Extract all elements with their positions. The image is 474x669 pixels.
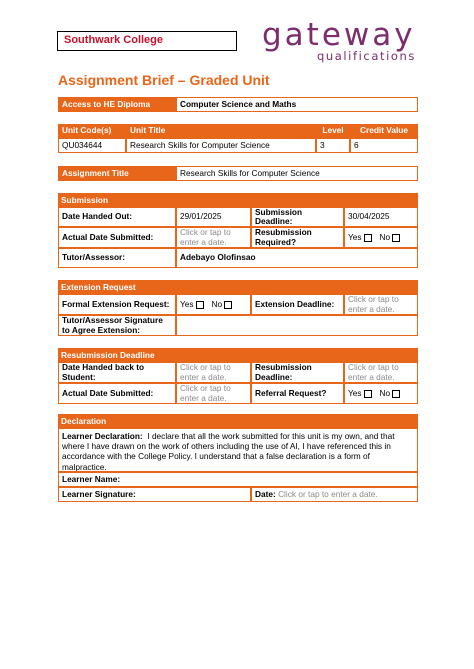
unit-code-header: Unit Code(s) — [58, 124, 126, 138]
extension-signature-field[interactable] — [176, 315, 418, 336]
date-label: Date: — [255, 488, 276, 499]
handed-back-field[interactable]: Click or tap to enter a date. — [176, 362, 251, 383]
learner-name-label[interactable]: Learner Name: — [58, 472, 418, 487]
yes-label: Yes — [180, 298, 194, 309]
formal-extension-label: Formal Extension Request: — [58, 294, 176, 315]
signature-date-cell — [251, 487, 418, 502]
resubmission-heading: Resubmission Deadline — [58, 348, 418, 362]
referral-request-label: Referral Request? — [251, 383, 344, 404]
unit-title-cell: Research Skills for Computer Science — [126, 138, 316, 153]
referral-request-options — [344, 383, 418, 404]
credit-value-cell: 6 — [350, 138, 418, 153]
resub-actual-date-field[interactable]: Click or tap to enter a date. — [176, 383, 251, 404]
handed-back-label: Date Handed back to Student: — [58, 362, 176, 383]
course-label: Access to HE Diploma — [58, 97, 176, 112]
submission-deadline-label: Submission Deadline: — [251, 207, 344, 227]
resubmission-row-1 — [58, 362, 418, 383]
course-row — [58, 97, 418, 112]
date-handed-out-label: Date Handed Out: — [58, 207, 176, 227]
actual-date-field[interactable]: Click or tap to enter a date. — [176, 227, 251, 248]
extension-signature-label: Tutor/Assessor Signature to Agree Extension: — [58, 315, 176, 336]
declaration-heading: Declaration — [58, 414, 418, 428]
declaration-text-row — [58, 428, 418, 472]
no-checkbox[interactable] — [392, 234, 400, 242]
unit-code-cell: QU034644 — [58, 138, 126, 153]
unit-title-header: Unit Title — [126, 124, 316, 138]
no-label: No — [379, 231, 391, 242]
learner-name-row — [58, 472, 418, 487]
college-name: Southwark College — [57, 31, 237, 51]
units-header-row — [58, 124, 418, 138]
learner-signature-row — [58, 487, 418, 502]
logo-subtitle: qualifications — [316, 49, 416, 63]
level-cell: 3 — [316, 138, 350, 153]
no-checkbox[interactable] — [224, 301, 232, 309]
no-label: No — [379, 387, 391, 398]
page-title: Assignment Brief – Graded Unit — [58, 72, 270, 88]
resubmission-row-2 — [58, 383, 418, 404]
extension-row-1 — [58, 294, 418, 315]
logo-wordmark: gateway — [262, 17, 416, 53]
learner-declaration-label: Learner Declaration: — [62, 431, 143, 441]
resubmission-required-options — [344, 227, 418, 248]
submission-row-1 — [58, 207, 418, 227]
yes-checkbox[interactable] — [196, 301, 204, 309]
submission-deadline-value[interactable]: 30/04/2025 — [344, 207, 418, 227]
level-header: Level — [316, 124, 350, 138]
gateway-logo — [262, 17, 420, 64]
tutor-label: Tutor/Assessor: — [58, 248, 176, 268]
course-value: Computer Science and Maths — [176, 97, 418, 112]
extension-heading: Extension Request — [58, 280, 418, 294]
no-checkbox[interactable] — [392, 390, 400, 398]
learner-declaration — [58, 428, 418, 472]
units-data-row — [58, 138, 418, 153]
extension-deadline-label: Extension Deadline: — [251, 294, 344, 315]
learner-declaration-text: I declare that all the work submitted for this unit is my own, and that where I have drawn on the work of others including the use of AI, I have referenced this in accordance with the College Policy. I understand that a false declaration is a form of malpractice. — [62, 431, 395, 472]
resubmission-required-label: Resubmission Required? — [251, 227, 344, 248]
tutor-name: Adebayo Olofinsao — [176, 248, 418, 268]
resubmission-deadline-label: Resubmission Deadline: — [251, 362, 344, 383]
actual-date-label: Actual Date Submitted: — [58, 227, 176, 248]
assignment-label: Assignment Title — [58, 166, 176, 181]
yes-checkbox[interactable] — [364, 390, 372, 398]
assignment-value: Research Skills for Computer Science — [176, 166, 418, 181]
yes-label: Yes — [348, 231, 362, 242]
resubmission-deadline-field[interactable]: Click or tap to enter a date. — [344, 362, 418, 383]
credit-value-header: Credit Value — [350, 124, 418, 138]
extension-deadline-field[interactable]: Click or tap to enter a date. — [344, 294, 418, 315]
tutor-row — [58, 248, 418, 268]
assignment-row — [58, 166, 418, 181]
submission-row-2 — [58, 227, 418, 248]
learner-signature-label[interactable]: Learner Signature: — [58, 487, 251, 502]
extension-row-2 — [58, 315, 418, 336]
submission-heading: Submission — [58, 193, 418, 207]
signature-date-field[interactable]: Click or tap to enter a date. — [278, 488, 378, 499]
yes-label: Yes — [348, 387, 362, 398]
resub-actual-date-label: Actual Date Submitted: — [58, 383, 176, 404]
formal-extension-options — [176, 294, 251, 315]
yes-checkbox[interactable] — [364, 234, 372, 242]
date-handed-out-value[interactable]: 29/01/2025 — [176, 207, 251, 227]
no-label: No — [211, 298, 223, 309]
